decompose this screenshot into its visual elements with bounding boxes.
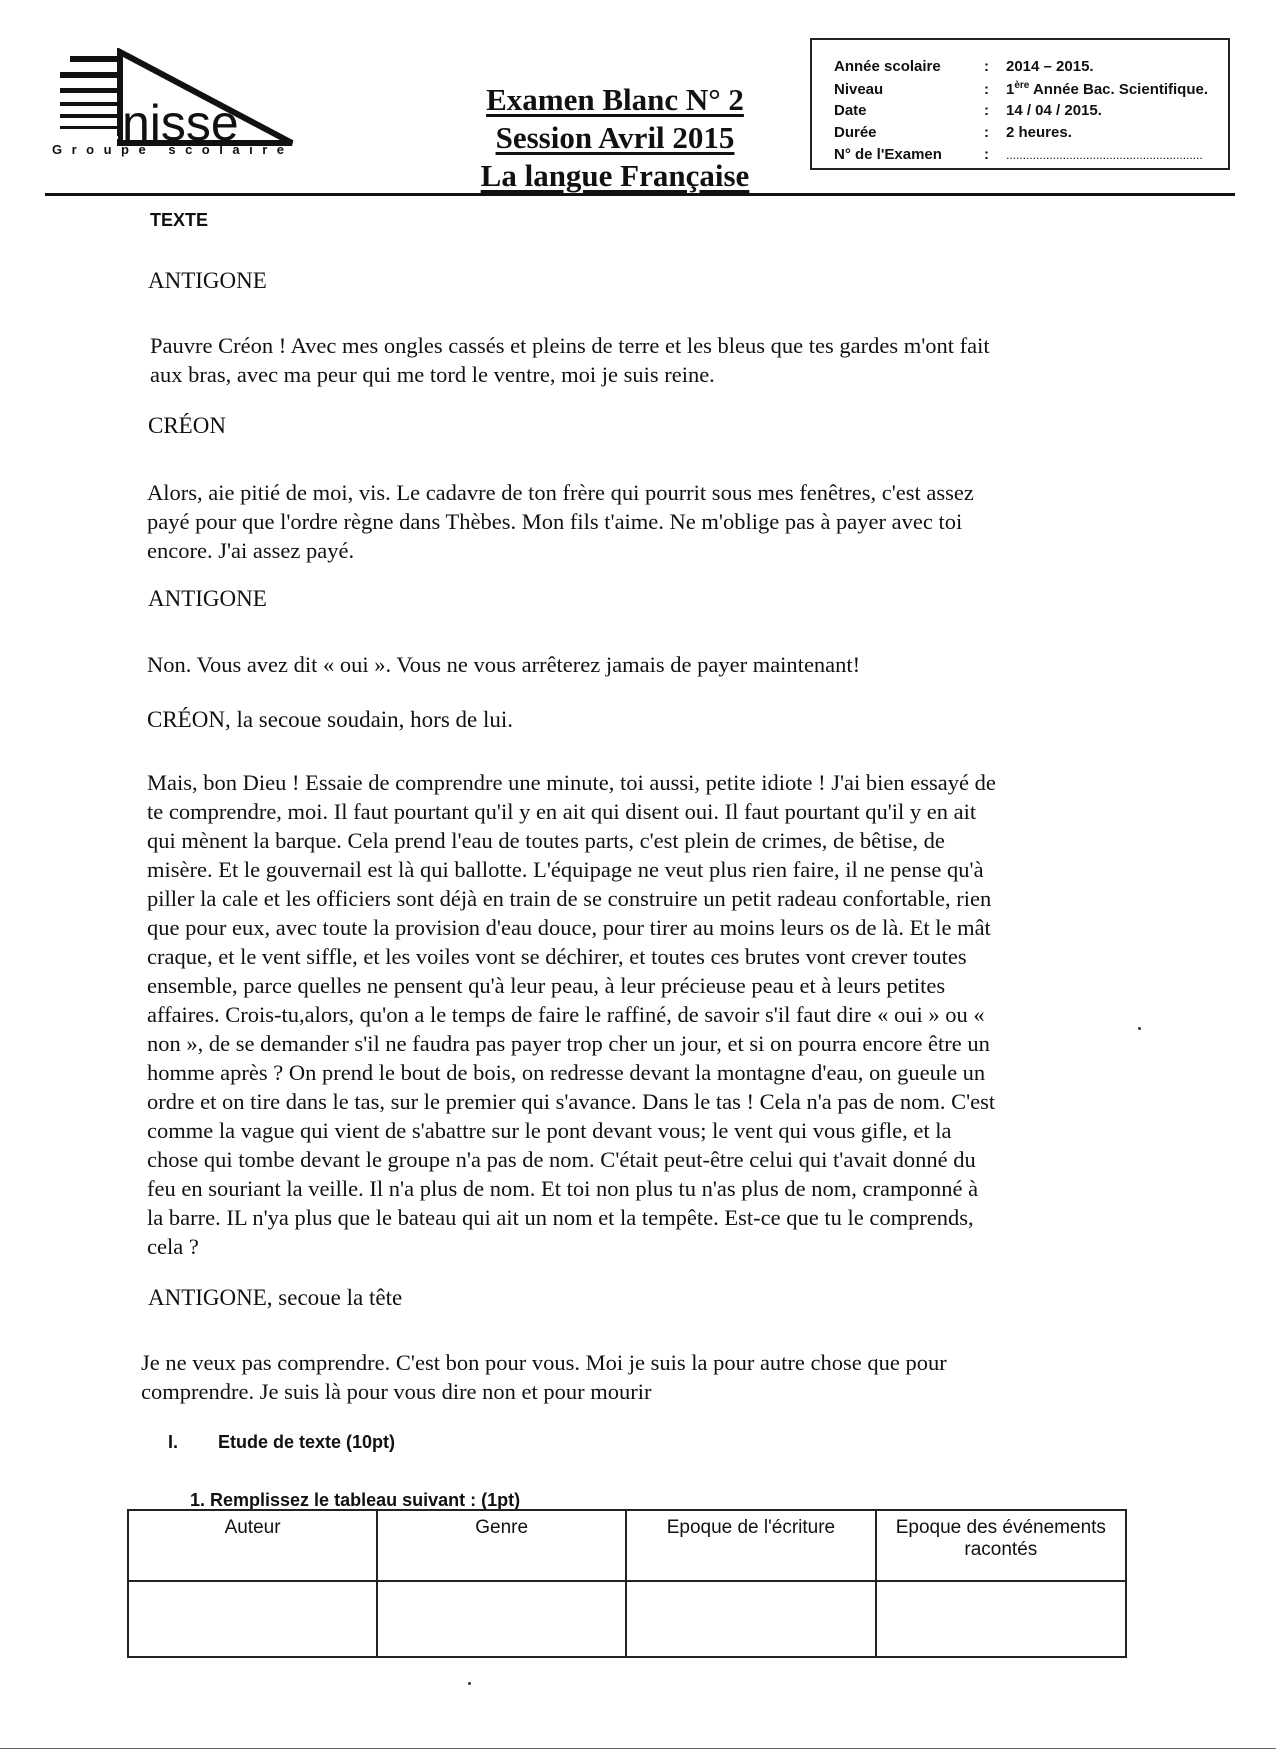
answer-cell-auteur[interactable] <box>128 1581 377 1657</box>
info-school-year: Année scolaire : 2014 – 2015. <box>834 58 1094 75</box>
speaker-antigone-1: ANTIGONE <box>148 268 267 293</box>
section-number: I. <box>168 1432 179 1452</box>
info-level: Niveau : 1ère Année Bac. Scientifique. <box>834 80 1209 98</box>
info-date: Date : 14 / 04 / 2015. <box>834 102 1102 119</box>
exam-title: Examen Blanc N° 2 <box>486 82 744 117</box>
page-bottom-edge <box>0 1748 1276 1749</box>
speaker-creon-2: CRÉON, la secoue soudain, hors de lui. <box>147 707 514 732</box>
speaker-antigone-2: ANTIGONE <box>148 586 267 611</box>
exam-info-box <box>810 38 1230 170</box>
exam-subject: La langue Française <box>480 158 750 193</box>
column-header-auteur: Auteur <box>128 1510 377 1581</box>
section-title: Etude de texte (10pt) <box>218 1432 396 1452</box>
column-header-epoque-ecriture: Epoque de l'écriture <box>626 1510 876 1581</box>
scan-speck <box>1138 1027 1141 1030</box>
question-1: 1. Remplissez le tableau suivant : (1pt) <box>190 1490 521 1510</box>
info-exam-number: N° de l'Examen : ........................................................... <box>834 146 1203 163</box>
reply-creon-2: Mais, bon Dieu ! Essaie de comprendre une minute, toi aussi, petite idiote ! J'ai bien essayé de te comprendre, moi. Il faut pourtant qu'il y en ait qui disent oui. Il faut pourtant qu'il y en ait qui mènent la barque. Cela prend l'eau de toutes parts, c'est plein de crimes, de bêtise, de misère. Et le gouvernail est là qui ballotte. L'équipage ne veut plus rien faire, il ne pense qu'à piller la cale et les officiers sont déjà en train de se construire un petit radeau confortable, rien que pour eux, avec toute la provision d'eau douce, pour tirer au moins leurs os de là. Et le mât craque, et le vent siffle, et les voiles vont se déchirer, et toutes ces brutes vont crever toutes ensemble, parce quelles ne pensent qu'à leur peau, à leur précieuse peau et à leurs petites affaires. Crois-tu,alors, qu'on a le temps de faire le raffiné, de savoir s'il faut dire « oui » ou « non », de se demander s'il ne faudra pas payer trop cher un jour, et si on pourra encore être un homme après ? On prend le bout de bois, on redresse devant la montagne d'eau, on gueule un ordre et on tire dans le tas, sur le premier qui s'avance. Dans le tas ! Cela n'a pas de nom. C'est comme la vague qui vient de s'abattre sur le pont devant vous; le vent qui vous gifle, et la chose qui tombe devant le groupe n'a pas de nom. C'était peut-être celui qui t'avait donné du feu en souriant la veille. Il n'a plus de nom. Et toi non plus tu n'as plus de nom, cramponné à la barre. IL n'ya plus que le bateau qui ait un nom et la tempête. Est-ce que tu le comprends, cela ? <box>147 770 996 1259</box>
header-divider <box>45 193 1235 196</box>
answer-cell-genre[interactable] <box>377 1581 626 1657</box>
exam-session: Session Avril 2015 <box>495 120 735 155</box>
speaker-antigone-3: ANTIGONE, secoue la tête <box>148 1285 403 1310</box>
reply-antigone-2: Non. Vous avez dit « oui ». Vous ne vous arrêterez jamais de payer maintenant! <box>147 652 861 677</box>
reply-antigone-1: Pauvre Créon ! Avec mes ongles cassés et pleins de terre et les bleus que tes gardes m'ont fait aux bras, avec ma peur qui me tord le ventre, moi je suis reine. <box>150 333 990 387</box>
answer-cell-epoque-evenements[interactable] <box>876 1581 1126 1657</box>
reply-antigone-3: Je ne veux pas comprendre. C'est bon pour vous. Moi je suis la pour autre chose que pour comprendre. Je suis là pour vous dire non et pour mourir <box>141 1350 947 1404</box>
answer-table <box>127 1509 1127 1658</box>
logo-caption: Groupe scolaire <box>52 142 294 157</box>
column-header-genre: Genre <box>377 1510 626 1581</box>
info-duration: Durée : 2 heures. <box>834 124 1072 141</box>
answer-cell-epoque-ecriture[interactable] <box>626 1581 876 1657</box>
reply-creon-1: Alors, aie pitié de moi, vis. Le cadavre de ton frère qui pourrit sous mes fenêtres, c'est assez payé pour que l'ordre règne dans Thèbes. Mon fils t'aime. Ne m'oblige pas à payer avec toi encore. J'ai assez payé. <box>147 480 974 563</box>
column-header-epoque-evenements: Epoque des événements racontés <box>876 1510 1126 1581</box>
text-heading: TEXTE <box>150 210 209 230</box>
logo-name: nisse <box>122 95 239 151</box>
speaker-creon-1: CRÉON <box>148 413 226 438</box>
scan-speck <box>468 1682 471 1685</box>
